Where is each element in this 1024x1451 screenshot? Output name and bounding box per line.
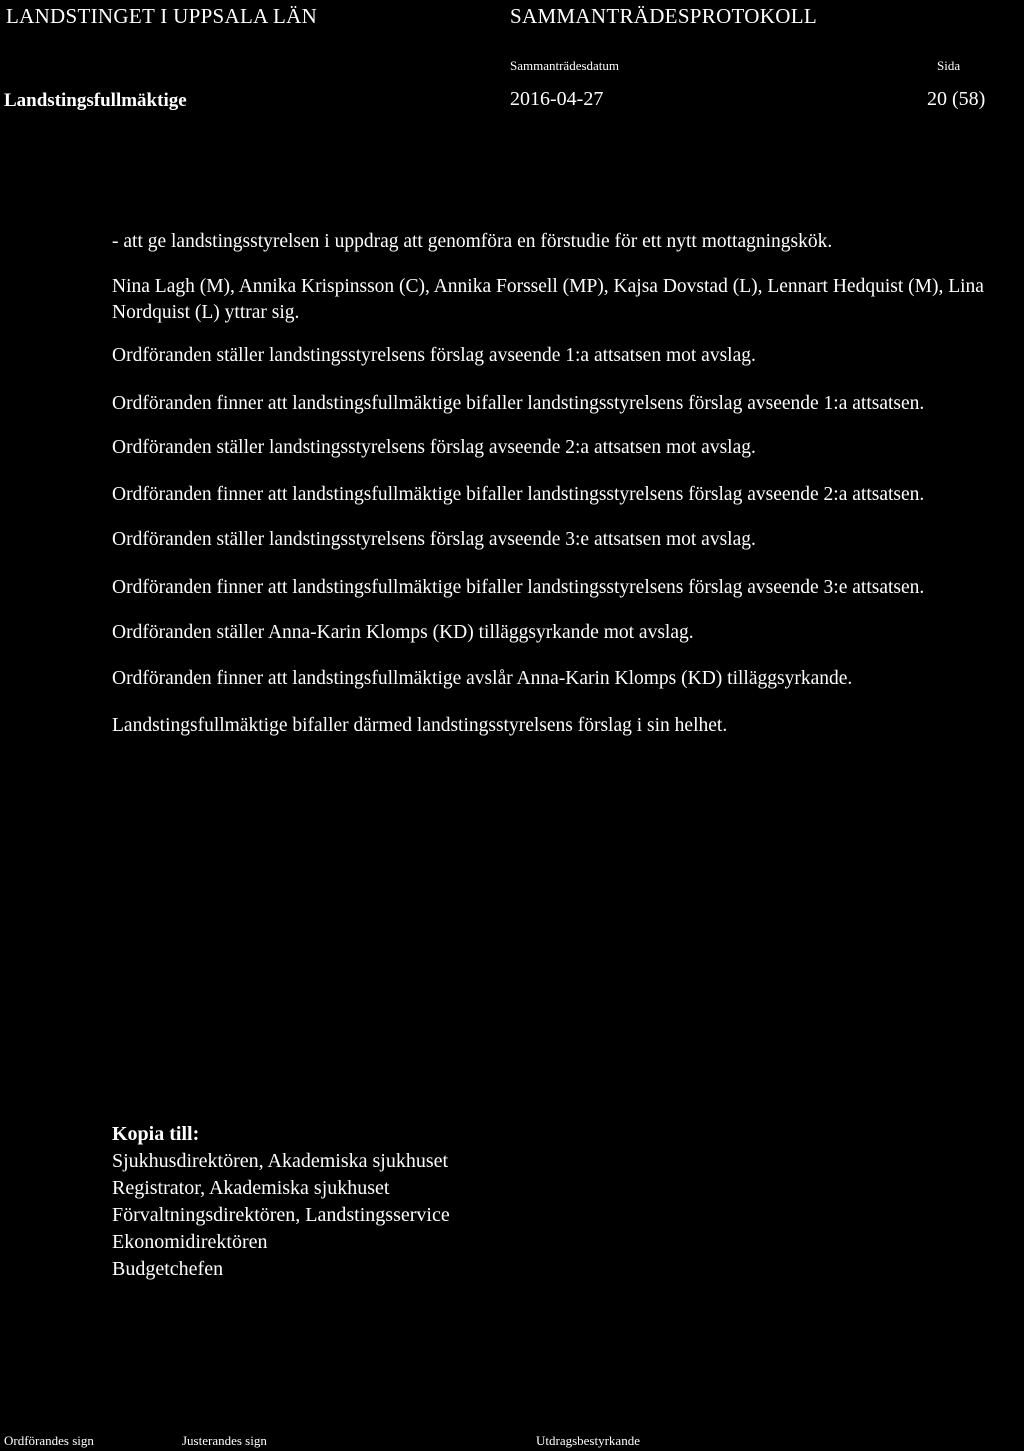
paragraph: Ordföranden ställer landstingsstyrelsens förslag avseende 2:a attsatsen mot avslag. [112,437,756,458]
page-number: 20 (58) [927,88,986,110]
page-label: Sida [937,58,961,73]
extract-certified-label: Utdragsbestyrkande [536,1433,640,1448]
copy-to-section [112,1121,712,1283]
paragraph: Ordföranden finner att landstingsfullmäktige bifaller landstingsstyrelsens förslag avseende 2:a attsatsen. [112,484,925,505]
paragraph: Ordföranden ställer landstingsstyrelsens förslag avseende 3:e attsatsen mot avslag. [112,529,756,550]
copy-recipient: Ekonomidirektören [112,1231,268,1253]
copy-recipient: Budgetchefen [112,1258,224,1280]
copy-recipient: Sjukhusdirektören, Akademiska sjukhuset [112,1150,449,1172]
paragraph: Ordföranden finner att landstingsfullmäktige bifaller landstingsstyrelsens förslag avseende 3:e attsatsen. [112,577,925,598]
paragraph: Nina Lagh (M), Annika Krispinsson (C), Annika Forssell (MP), Kajsa Dovstad (L), Lennart Hedquist (M), Lina Nordquist (L) yttrar sig. [112,276,984,323]
organization-name: LANDSTINGET I UPPSALA LÄN [6,4,318,28]
adjuster-sign-label: Justerandes sign [182,1433,267,1448]
paragraph: Ordföranden finner att landstingsfullmäktige bifaller landstingsstyrelsens förslag avseende 1:a attsatsen. [112,393,925,414]
minutes-content [112,229,1017,739]
paragraph: Ordföranden ställer Anna-Karin Klomps (KD) tilläggsyrkande mot avslag. [112,622,694,643]
copy-recipient-list [112,1148,712,1283]
paragraph: Ordföranden ställer landstingsstyrelsens förslag avseende 1:a attsatsen mot avslag. [112,345,756,366]
paragraph: Ordföranden finner att landstingsfullmäktige avslår Anna-Karin Klomps (KD) tilläggsyrkande. [112,668,853,689]
paragraph: - att ge landstingsstyrelsen i uppdrag att genomföra en förstudie för ett nytt mottagningskök. [112,231,833,252]
copy-recipient: Registrator, Akademiska sjukhuset [112,1177,390,1199]
copy-recipient: Förvaltningsdirektören, Landstingsservice [112,1204,450,1226]
chair-sign-label: Ordförandes sign [4,1433,94,1448]
paragraph: Landstingsfullmäktige bifaller därmed landstingsstyrelsens förslag i sin helhet. [112,715,728,736]
copy-to-title: Kopia till: [112,1123,200,1145]
meeting-date: 2016-04-27 [510,88,604,110]
body-name: Landstingsfullmäktige [4,90,187,111]
date-label: Sammanträdesdatum [510,58,620,73]
document-type: SAMMANTRÄDESPROTOKOLL [510,4,817,28]
